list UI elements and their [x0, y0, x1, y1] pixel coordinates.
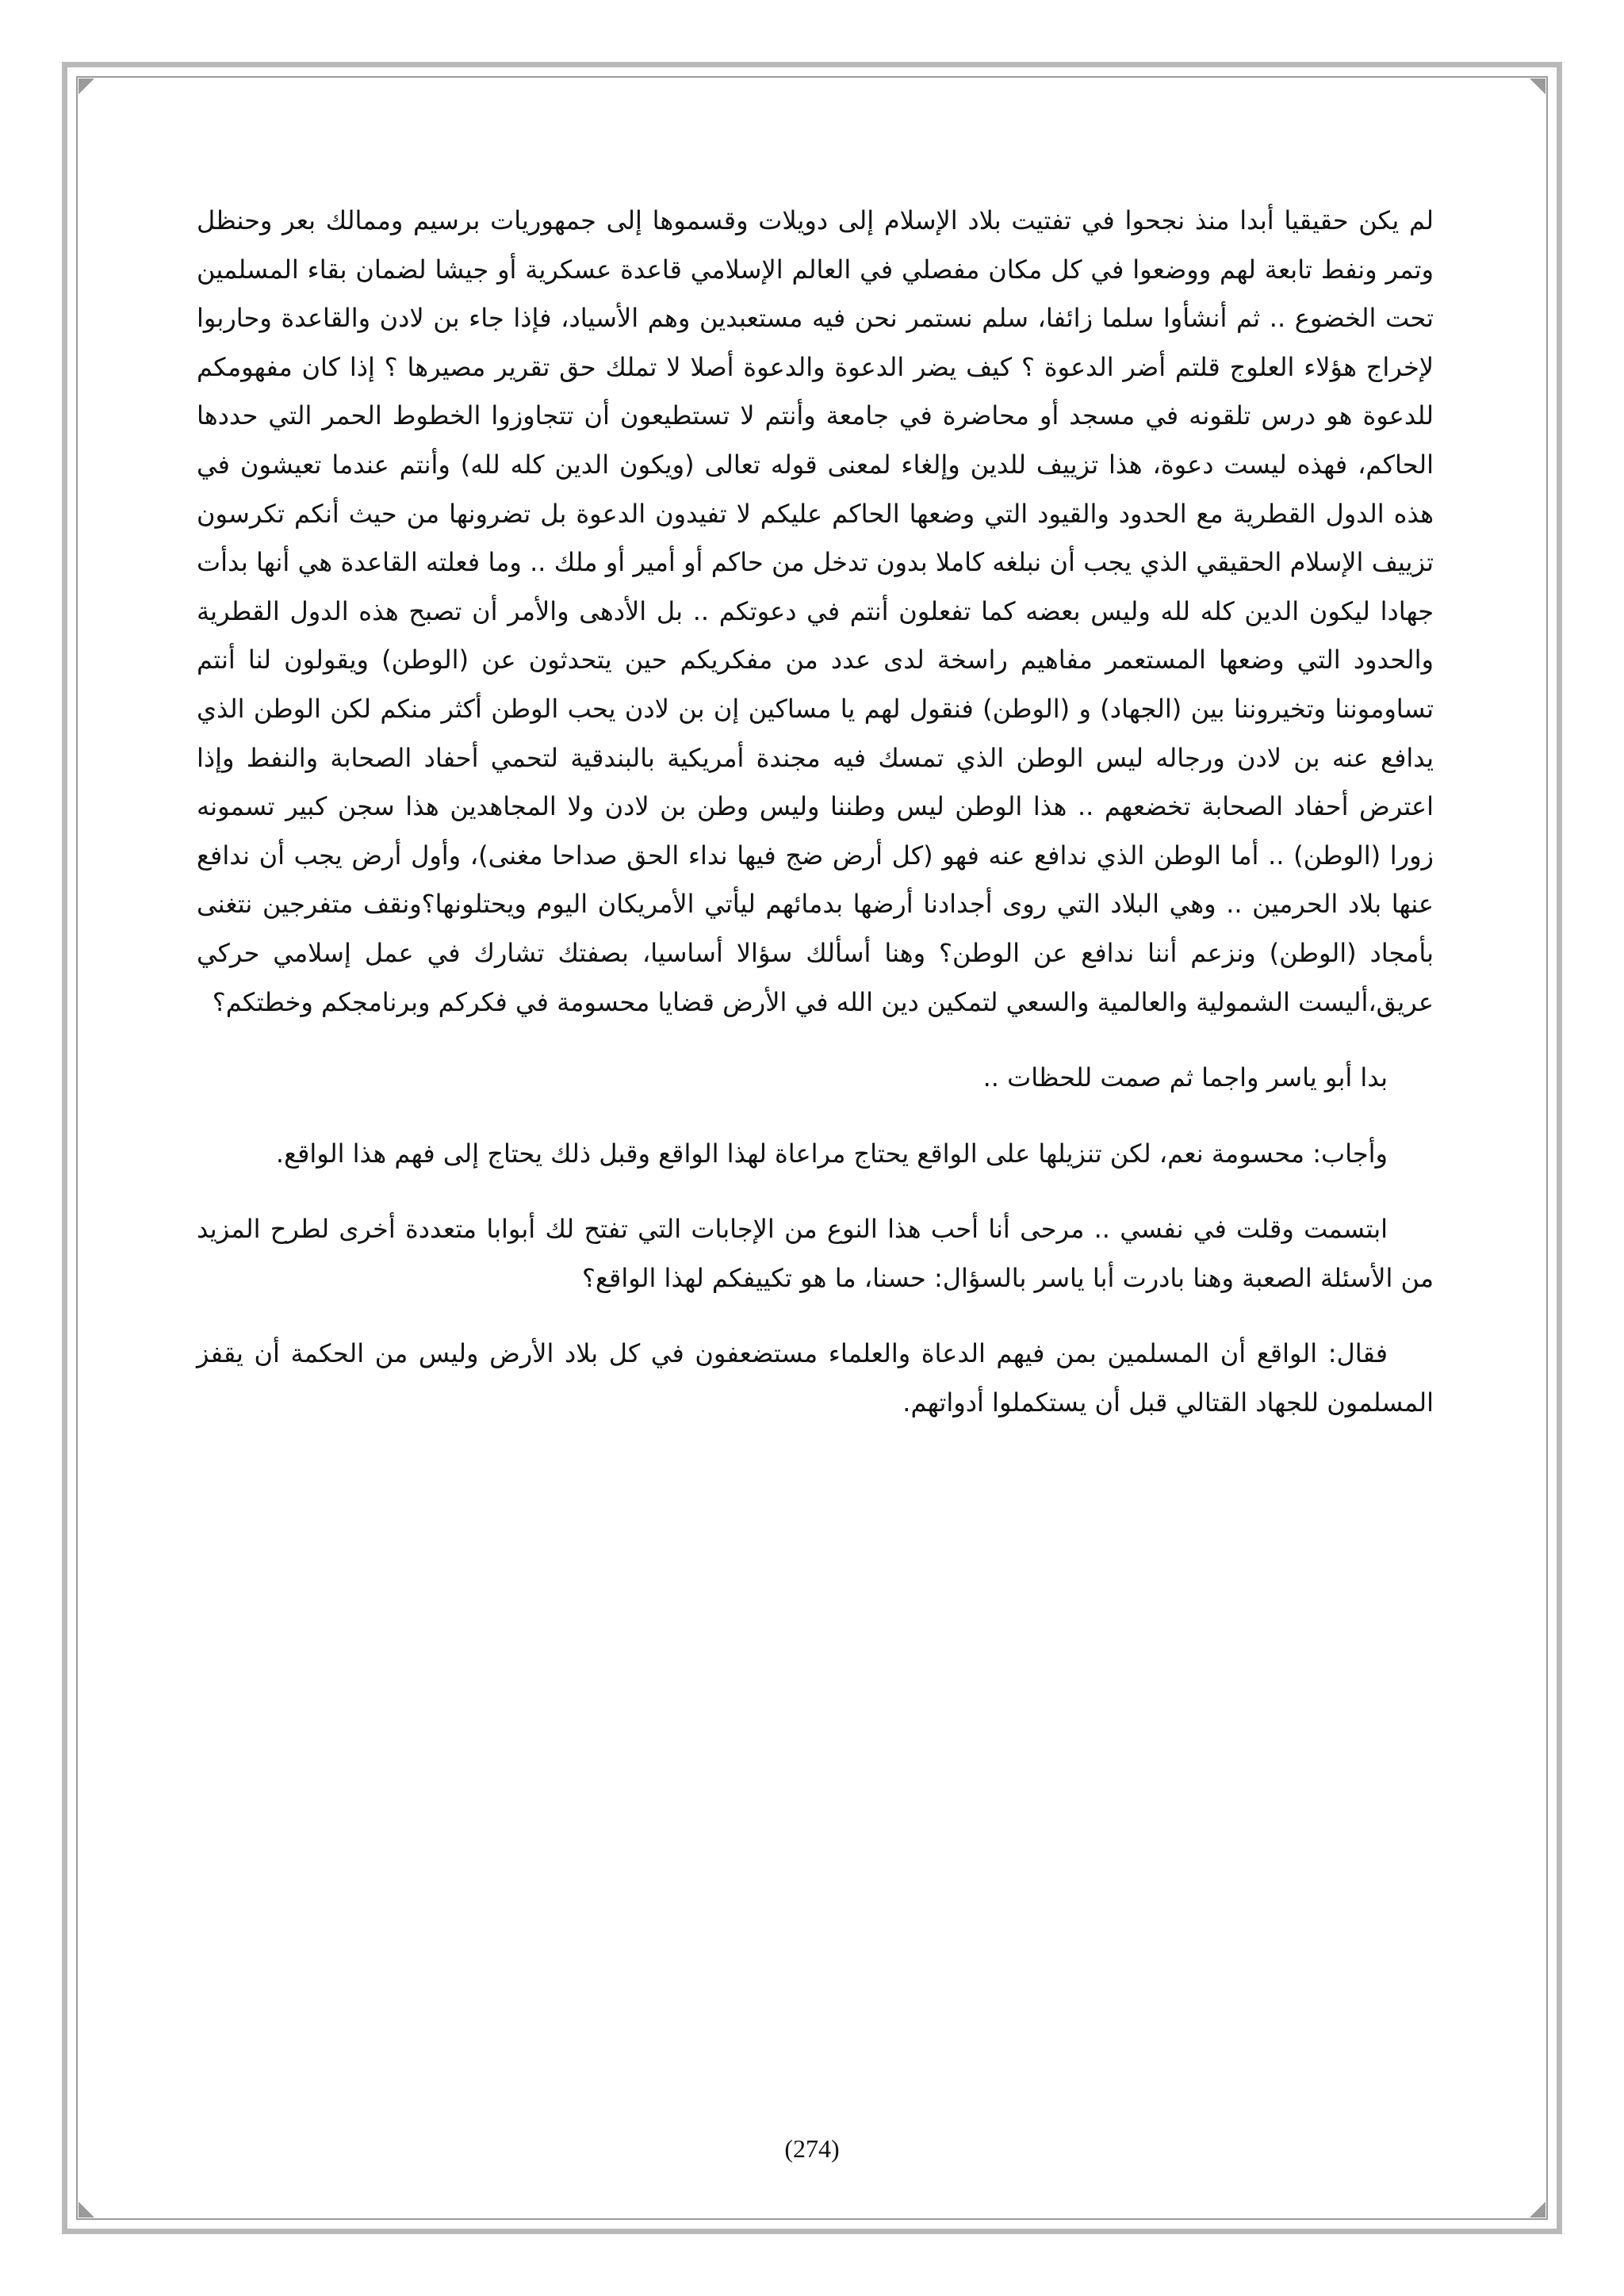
- corner-ornament-icon: [1527, 76, 1548, 97]
- corner-ornament-icon: [76, 2199, 97, 2220]
- paragraph: فقال: الواقع أن المسلمين بمن فيهم الدعاة والعلماء مستضعفون في كل بلاد الأرض وليس من الحكمة أن يقفز المسلمون للجهاد القتالي قبل أن يستكملوا أدواتهم.: [197, 1338, 1434, 1418]
- document-body: [197, 197, 1434, 1428]
- corner-ornament-icon: [76, 76, 97, 97]
- page-number: (274): [784, 2134, 840, 2163]
- paragraph: لم يكن حقيقيا أبدا منذ نجحوا في تفتيت بلاد الإسلام إلى دويلات وقسموها إلى جمهوريات برسيم وممالك بعر وحنظل وتمر ونفط تابعة لهم ووضعوا في كل مكان مفصلي في العالم الإسلامي قاعدة عسكرية أو جيشا لضمان بقاء المسلمين تحت الخضوع .. ثم أنشأوا سلما زائفا، سلم نستمر نحن فيه مستعبدين وهم الأسياد، فإذا جاء بن لادن والقاعدة وحاربوا لإخراج هؤلاء العلوج قلتم أضر الدعوة ؟ كيف يضر الدعوة والدعوة أصلا لا تملك حق تقرير مصيرها ؟ إذا كان مفهومكم للدعوة هو درس تلقونه في مسجد أو محاضرة في جامعة وأنتم لا تستطيعون أن تتجاوزوا الخطوط الحمر التي حددها الحاكم، فهذه ليست دعوة، هذا تزييف للدين وإلغاء لمعنى قوله تعالى (ويكون الدين كله لله) وأنتم عندما تعيشون في هذه الدول القطرية مع الحدود والقيود التي وضعها الحاكم عليكم لا تفيدون الدعوة بل تضرونها من حيث أنكم تكرسون تزييف الإسلام الحقيقي الذي يجب أن نبلغه كاملا بدون تدخل من حاكم أو أمير أو ملك .. وما فعلته القاعدة هي أنها بدأت جهادا ليكون الدين كله لله وليس بعضه كما تفعلون أنتم في دعوتكم .. بل الأدهى والأمر أن تصبح هذه الدول القطرية والحدود التي وضعها المستعمر مفاهيم راسخة لدى عدد من مفكريكم حين يتحدثون عن (الوطن) ويقولون لنا أنتم تساوموننا وتخيروننا بين (الجهاد) و (الوطن) فنقول لهم يا مساكين إن بن لادن يحب الوطن أكثر منكم لكن الوطن الذي يدافع عنه بن لادن ورجاله ليس الوطن الذي تمسك فيه مجندة أمريكية بالبندقية لتحمي أحفاد الصحابة والنفط وإذا اعترض أحفاد الصحابة تخضعهم .. هذا الوطن ليس وطننا وليس وطن بن لادن ولا المجاهدين هذا سجن كبير تسمونه زورا (الوطن) .. أما الوطن الذي ندافع عنه فهو (كل أرض ضج فيها نداء الحق صداحا مغنى)، وأول أرض يجب أن ندافع عنها بلاد الحرمين .. وهي البلاد التي روى أجدادنا أرضها بدمائهم ليأتي الأمريكان اليوم ويحتلونها؟ونقف متفرجين نتغنى بأمجاد (الوطن) ونزعم أننا ندافع عن الوطن؟ وهنا أسألك سؤالا أساسيا، بصفتك تشارك في عمل إسلامي حركي عريق،أليست الشمولية والعالمية والسعي لتمكين دين الله في الأرض قضايا محسومة في فكركم وبرنامجكم وخطتكم؟: [197, 205, 1434, 1017]
- paragraph: وأجاب: محسومة نعم، لكن تنزيلها على الواقع يحتاج مراعاة لهذا الواقع وقبل ذلك يحتاج إلى فهم هذا الواقع.: [275, 1138, 1388, 1169]
- paragraph: ابتسمت وقلت في نفسي .. مرحى أنا أحب هذا النوع من الإجابات التي تفتح لك أبوابا متعددة أخرى لطرح المزيد من الأسئلة الصعبة وهنا بادرت أبا ياسر بالسؤال: حسنا، ما هو تكييفكم لهذا الواقع؟: [197, 1214, 1434, 1293]
- paragraph: بدا أبو ياسر واجما ثم صمت للحظات ..: [982, 1062, 1388, 1093]
- corner-ornament-icon: [1527, 2199, 1548, 2220]
